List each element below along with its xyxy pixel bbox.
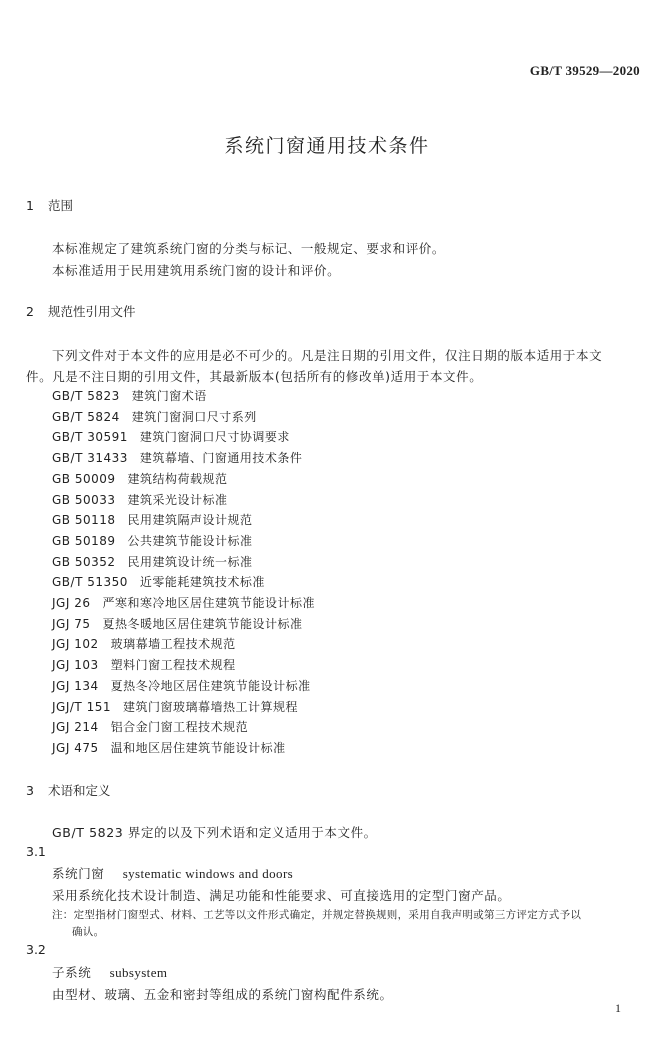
term-english: subsystem [109,965,168,980]
reference-item [52,698,298,715]
document-title: 系统门窗通用技术条件 [224,135,430,157]
section-title: 规范性引用文件 [48,304,136,319]
reference-title: 建筑结构荷载规范 [127,471,228,486]
reference-code: JGJ 26 [52,596,91,610]
reference-code: JGJ/T 151 [52,699,111,714]
reference-item [52,718,248,735]
term-definition: 由型材、玻璃、五金和密封等组成的系统门窗构配件系统。 [52,987,393,1002]
reference-title: 近零能耗建筑技术标准 [139,575,265,590]
standard-number: GB/T 39529—2020 [529,63,640,78]
reference-title: 温和地区居住建筑节能设计标准 [110,740,286,755]
reference-code: JGJ 75 [52,616,91,631]
reference-item [52,387,207,404]
reference-item [52,635,236,652]
reference-title: 严寒和寒冷地区居住建筑节能设计标准 [102,596,315,610]
section-2-heading [26,302,136,320]
paragraph: 本标准适用于民用建筑用系统门窗的设计和评价。 [52,263,341,278]
reference-item [52,573,265,590]
section-number: 2 [26,304,34,319]
term-number: 3.1 [26,844,46,859]
reference-code: GB 50009 [52,471,116,486]
reference-item [52,511,253,528]
reference-item [52,553,253,570]
reference-title: 铝合金门窗工程技术规范 [110,720,249,735]
term-entry [52,963,167,981]
reference-title: 玻璃幕墙工程技术规范 [110,637,236,652]
reference-code: GB/T 31433 [52,451,128,466]
section-number: 3 [26,783,34,798]
reference-code: GB/T 5823 [52,389,120,403]
section-title: 范围 [48,198,74,213]
paragraph: 件。凡是不注日期的引用文件，其最新版本(包括所有的修改单)适用于本文件。 [26,369,483,384]
reference-code: GB 50118 [52,513,116,528]
reference-title: 建筑门窗术语 [131,389,207,403]
reference-code: GB/T 5824 [52,409,120,424]
section-number: 1 [26,198,34,213]
paragraph: GB/T 5823 界定的以及下列术语和定义适用于本文件。 [52,825,377,840]
reference-title: 民用建筑隔声设计规范 [127,513,253,528]
reference-code: GB 50352 [52,554,116,569]
section-title: 术语和定义 [48,783,111,798]
term-entry [52,864,293,882]
reference-code: JGJ 134 [52,678,99,693]
page-number: 1 [615,1001,621,1015]
section-1-heading [26,196,73,214]
term-definition: 采用系统化技术设计制造、满足功能和性能要求、可直接选用的定型门窗产品。 [52,888,511,903]
reference-title: 建筑门窗玻璃幕墙热工计算规程 [122,699,298,714]
reference-item [52,491,228,508]
reference-code: GB 50189 [52,533,116,548]
reference-item [52,428,290,445]
note: 确认。 [72,926,105,938]
term-chinese: 子系统 [52,965,92,980]
section-3-heading [26,781,111,799]
reference-item [52,656,236,673]
reference-code: JGJ 102 [52,637,99,652]
reference-code: GB 50033 [52,492,116,507]
paragraph: 下列文件对于本文件的应用是必不可少的。凡是注日期的引用文件，仅注日期的版本适用于本文 [52,348,603,363]
reference-item [52,532,253,549]
reference-title: 公共建筑节能设计标准 [127,533,253,548]
reference-title: 夏热冬冷地区居住建筑节能设计标准 [110,678,311,693]
reference-item [52,594,315,611]
term-english: systematic windows and doors [122,866,294,881]
note: 注：定型指材门窗型式、材料、工艺等以文件形式确定，并规定替换规则，采用自我声明或第三方评定方式予以 [52,909,582,921]
reference-item [52,470,228,487]
reference-code: JGJ 103 [52,658,99,673]
term-chinese: 系统门窗 [52,866,105,881]
reference-code: GB/T 51350 [52,575,128,590]
term-number: 3.2 [26,942,46,957]
reference-item [52,449,302,466]
reference-item [52,677,311,694]
reference-code: JGJ 214 [52,720,99,735]
reference-code: GB/T 30591 [52,430,128,445]
reference-title: 建筑门窗洞口尺寸协调要求 [139,430,290,445]
reference-title: 夏热冬暖地区居住建筑节能设计标准 [102,616,303,631]
reference-code: JGJ 475 [52,740,99,755]
reference-item [52,408,257,425]
reference-title: 建筑幕墙、门窗通用技术条件 [139,451,303,466]
reference-title: 塑料门窗工程技术规程 [110,658,236,673]
reference-title: 民用建筑设计统一标准 [127,554,253,569]
reference-title: 建筑采光设计标准 [127,492,228,507]
paragraph: 本标准规定了建筑系统门窗的分类与标记、一般规定、要求和评价。 [52,241,446,256]
reference-item [52,739,286,756]
reference-item [52,615,302,632]
reference-title: 建筑门窗洞口尺寸系列 [131,409,257,424]
